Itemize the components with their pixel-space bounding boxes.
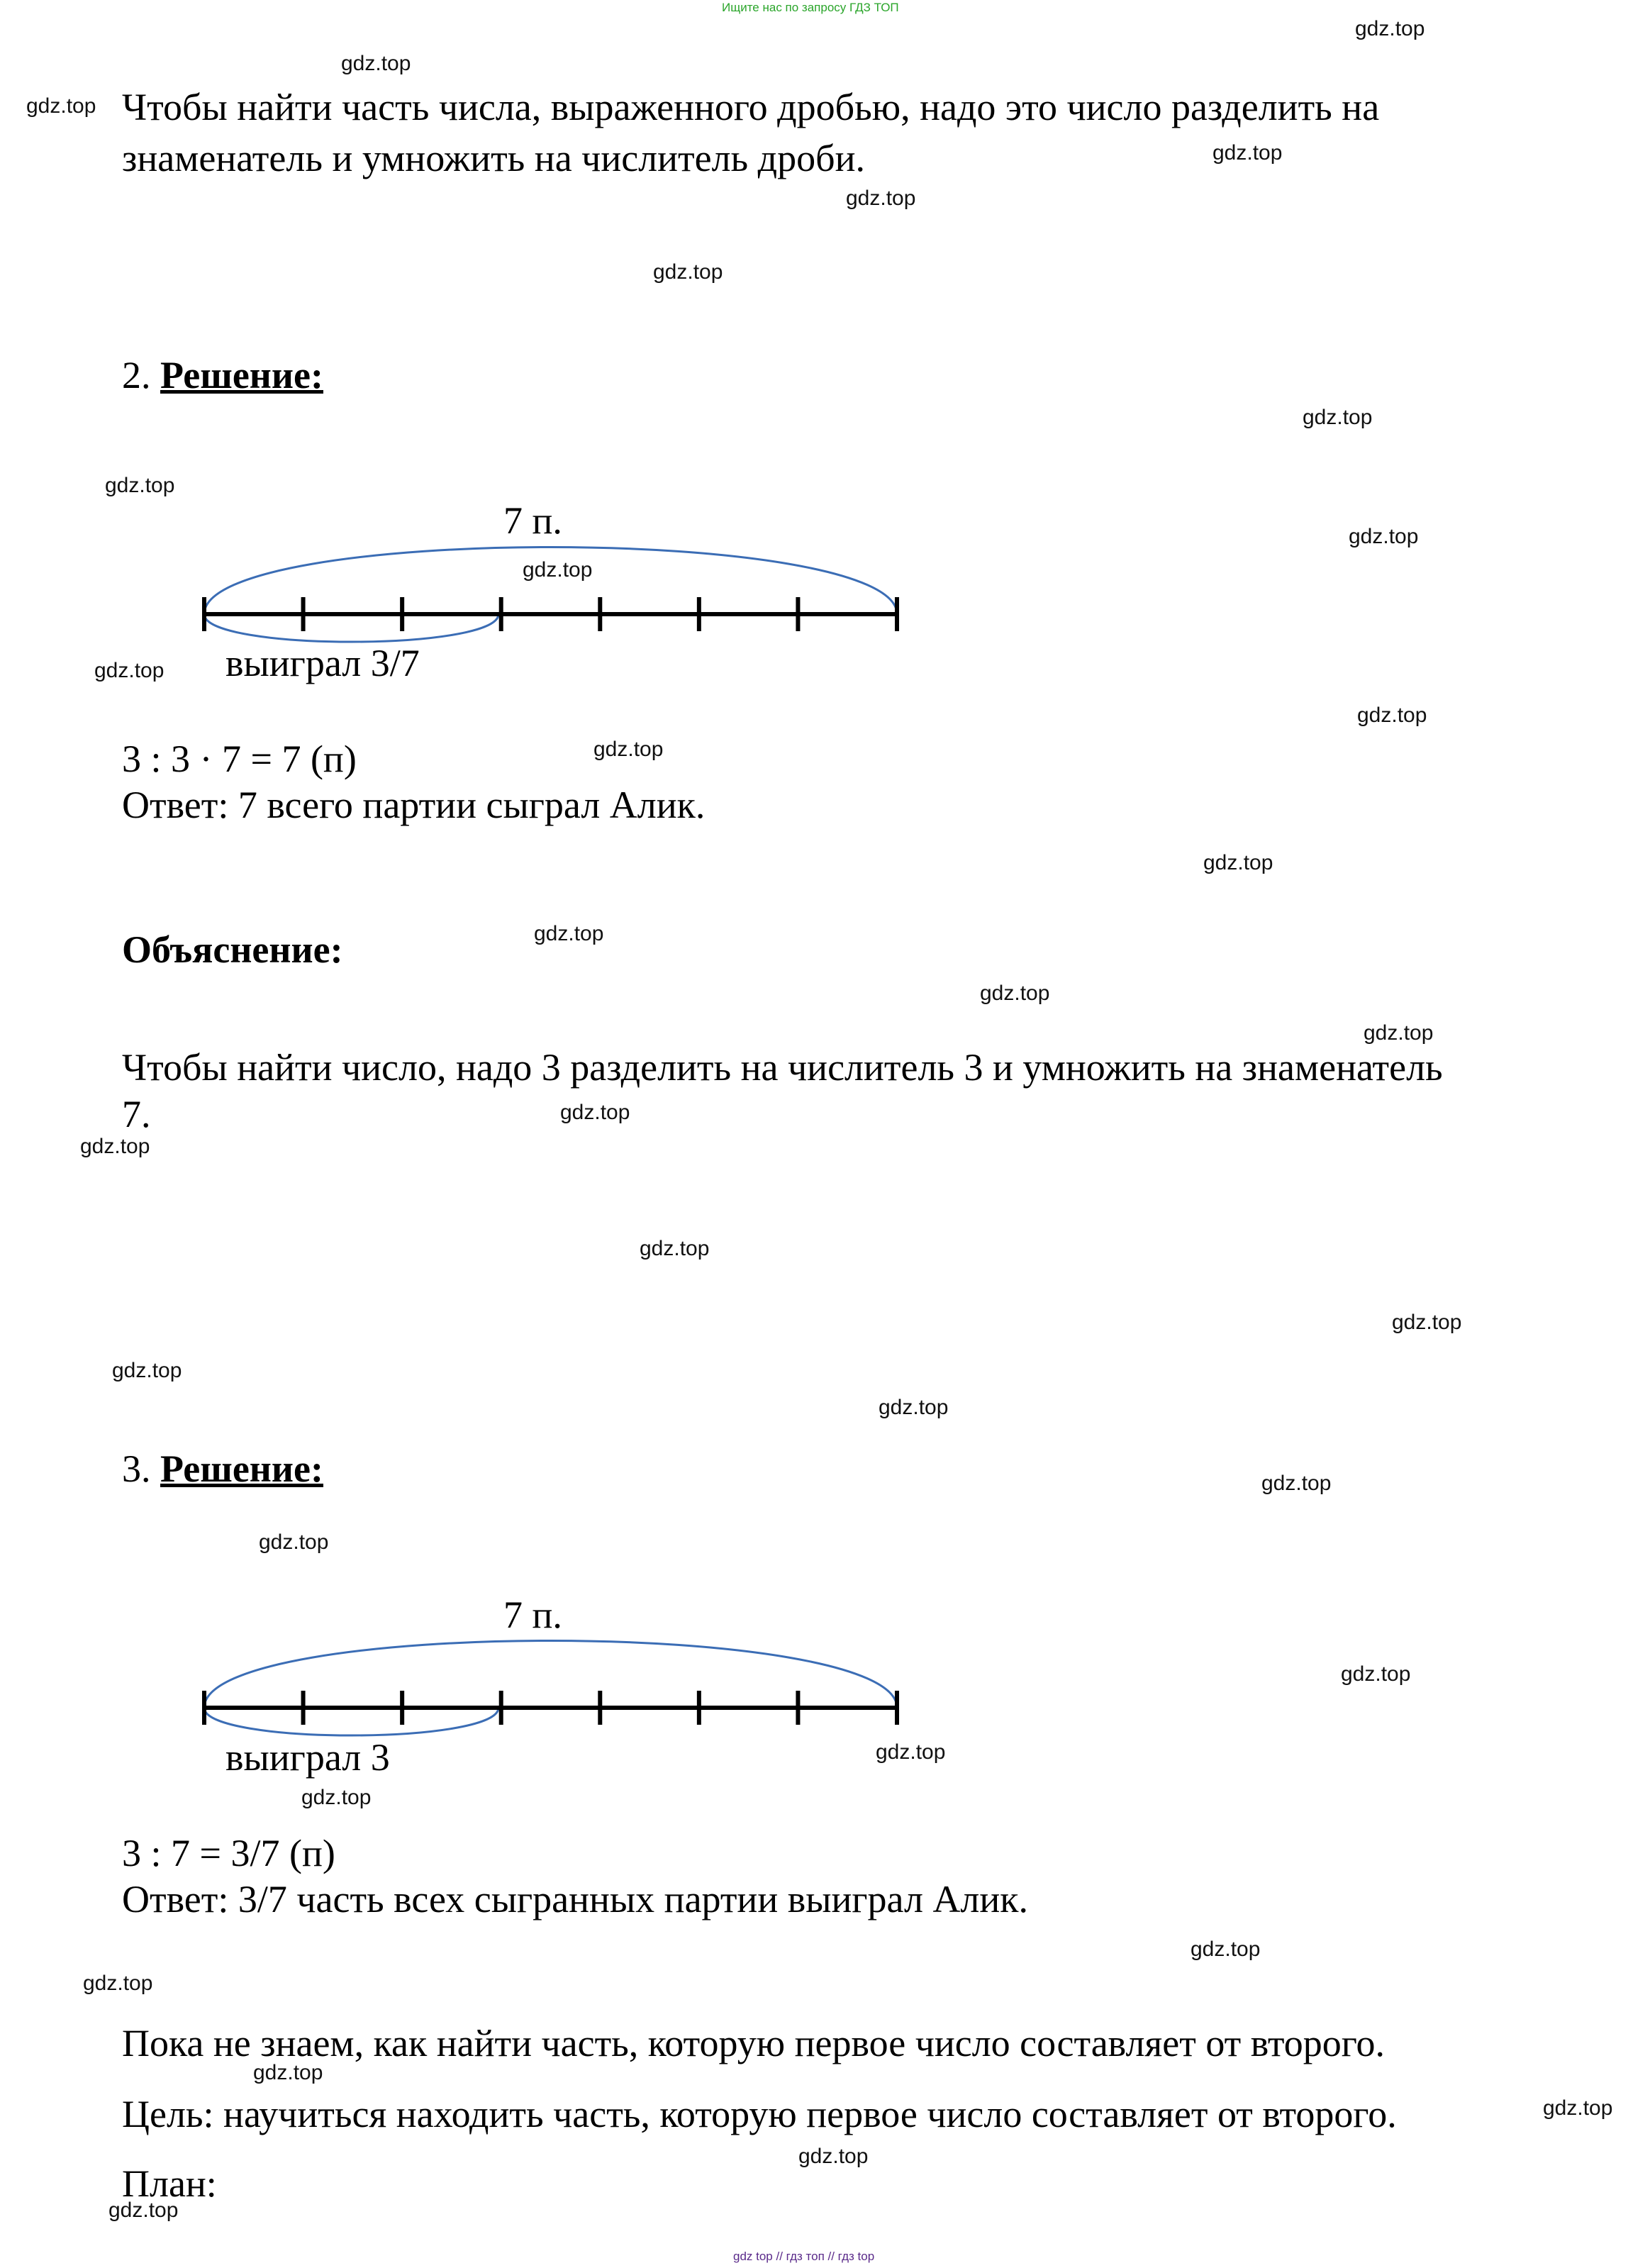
watermark: gdz.top: [593, 738, 664, 761]
watermark: gdz.top: [980, 982, 1050, 1005]
task2-explanation-line-1: Чтобы найти число, надо 3 разделить на числитель 3 и умножить на знаменатель: [122, 1046, 1443, 1089]
task3-part-label: выиграл 3: [225, 1736, 390, 1779]
task2-explanation-line-2: 7.: [122, 1093, 151, 1135]
task2-part-label: выиграл 3/7: [225, 642, 420, 684]
task3-calculation: 3 : 7 = 3/7 (п): [122, 1832, 335, 1874]
watermark: gdz.top: [108, 2198, 179, 2222]
watermark: gdz.top: [26, 94, 96, 118]
task3-total-arc: [204, 1641, 897, 1708]
watermark: gdz.top: [523, 558, 593, 582]
closing-line-3: План:: [122, 2162, 217, 2205]
watermark: gdz.top: [879, 1396, 949, 1419]
task3-answer: Ответ: 3/7 часть всех сыгранных партии выиграл Алик.: [122, 1878, 1029, 1920]
watermark: gdz.top: [1212, 141, 1283, 165]
watermark: gdz.top: [94, 659, 165, 682]
watermark: gdz.top: [1355, 17, 1425, 40]
watermark: gdz.top: [1357, 704, 1427, 727]
top-banner[interactable]: Ищите нас по запросу ГДЗ ТОП: [722, 1, 899, 14]
watermark: gdz.top: [1364, 1021, 1434, 1045]
task3-solution-label: Решение:: [160, 1447, 323, 1490]
watermark: gdz.top: [640, 1237, 710, 1260]
watermark: gdz.top: [112, 1359, 182, 1382]
watermark: gdz.top: [1349, 525, 1419, 548]
task3-number: 3.: [122, 1447, 160, 1490]
watermark: gdz.top: [1392, 1311, 1462, 1334]
rule-line-1: Чтобы найти часть числа, выраженного дробью, надо это число разделить на: [122, 86, 1380, 128]
task2-explanation-label: Объяснение:: [122, 928, 343, 971]
watermark: gdz.top: [105, 474, 175, 497]
watermark: gdz.top: [80, 1135, 150, 1158]
watermark: gdz.top: [83, 1972, 153, 1995]
watermark: gdz.top: [560, 1101, 630, 1124]
task3-total-label: 7 п.: [503, 1594, 562, 1636]
watermark: gdz.top: [341, 52, 411, 75]
watermark: gdz.top: [1341, 1662, 1411, 1686]
rule-line-2: знаменатель и умножить на числитель дроби.: [122, 137, 866, 179]
task2-number: 2.: [122, 354, 160, 396]
watermark: gdz.top: [1543, 2096, 1613, 2120]
closing-line-1: Пока не знаем, как найти часть, которую первое число составляет от второго.: [122, 2022, 1386, 2064]
watermark: gdz.top: [1191, 1938, 1261, 1961]
watermark: gdz.top: [1203, 851, 1273, 874]
watermark: gdz.top: [301, 1786, 372, 1809]
task2-calculation: 3 : 3 · 7 = 7 (п): [122, 738, 357, 780]
watermark: gdz.top: [653, 260, 723, 284]
task3-part-arc: [204, 1708, 498, 1735]
watermark: gdz.top: [534, 922, 604, 945]
task2-answer: Ответ: 7 всего партии сыграл Алик.: [122, 784, 706, 826]
watermark: gdz.top: [798, 2145, 869, 2168]
watermark: gdz.top: [876, 1740, 946, 1764]
watermark: gdz.top: [846, 187, 916, 210]
bottom-banner[interactable]: gdz top // гдз топ // гдз top: [733, 2250, 875, 2263]
watermark: gdz.top: [253, 2061, 323, 2084]
closing-line-2: Цель: научиться находить часть, которую первое число составляет от второго.: [122, 2093, 1397, 2135]
task2-solution-label: Решение:: [160, 354, 323, 396]
watermark: gdz.top: [1261, 1472, 1332, 1495]
watermark: gdz.top: [1303, 406, 1373, 429]
task2-total-label: 7 п.: [503, 499, 562, 542]
watermark: gdz.top: [259, 1530, 329, 1554]
